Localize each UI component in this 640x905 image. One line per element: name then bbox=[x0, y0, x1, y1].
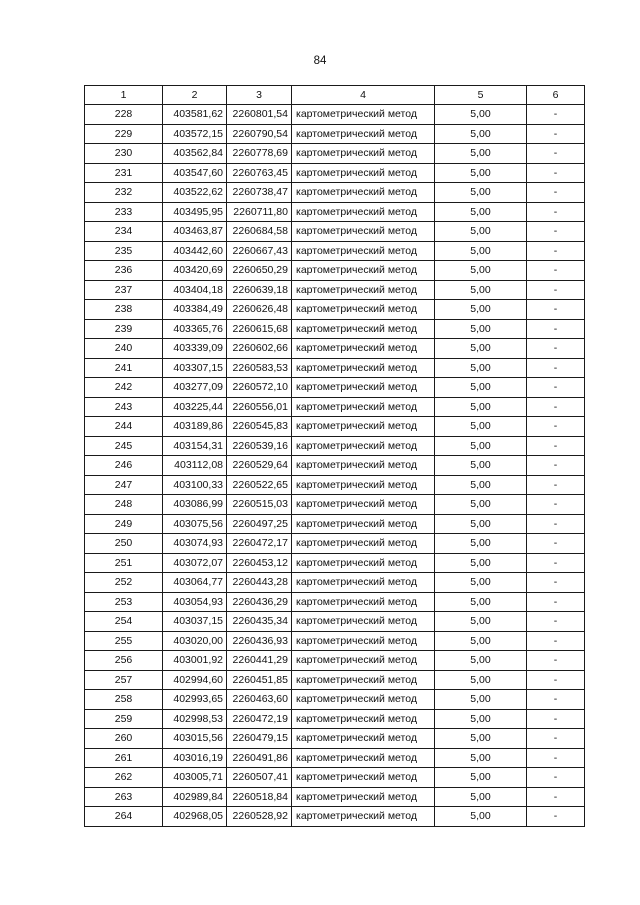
cell-accuracy: 5,00 bbox=[435, 300, 527, 320]
header-col-4: 4 bbox=[292, 86, 435, 105]
cell-accuracy: 5,00 bbox=[435, 573, 527, 593]
cell-method: картометрический метод bbox=[292, 241, 435, 261]
cell-point-number: 235 bbox=[85, 241, 163, 261]
table-row bbox=[85, 573, 585, 593]
cell-coord-x: 403015,56 bbox=[163, 729, 227, 749]
table-row bbox=[85, 163, 585, 183]
cell-accuracy: 5,00 bbox=[435, 514, 527, 534]
cell-note: - bbox=[527, 534, 585, 554]
cell-note: - bbox=[527, 690, 585, 710]
cell-note: - bbox=[527, 514, 585, 534]
cell-point-number: 259 bbox=[85, 709, 163, 729]
cell-coord-x: 403339,09 bbox=[163, 339, 227, 359]
cell-accuracy: 5,00 bbox=[435, 631, 527, 651]
cell-coord-y: 2260463,60 bbox=[227, 690, 292, 710]
table-row bbox=[85, 261, 585, 281]
cell-accuracy: 5,00 bbox=[435, 651, 527, 671]
cell-coord-y: 2260443,28 bbox=[227, 573, 292, 593]
table-row bbox=[85, 495, 585, 515]
cell-point-number: 233 bbox=[85, 202, 163, 222]
cell-coord-y: 2260556,01 bbox=[227, 397, 292, 417]
cell-method: картометрический метод bbox=[292, 475, 435, 495]
cell-method: картометрический метод bbox=[292, 202, 435, 222]
cell-coord-x: 403420,69 bbox=[163, 261, 227, 281]
cell-coord-x: 402998,53 bbox=[163, 709, 227, 729]
cell-note: - bbox=[527, 592, 585, 612]
cell-note: - bbox=[527, 261, 585, 281]
cell-method: картометрический метод bbox=[292, 534, 435, 554]
cell-coord-y: 2260436,29 bbox=[227, 592, 292, 612]
cell-accuracy: 5,00 bbox=[435, 144, 527, 164]
cell-note: - bbox=[527, 787, 585, 807]
cell-accuracy: 5,00 bbox=[435, 261, 527, 281]
cell-point-number: 252 bbox=[85, 573, 163, 593]
cell-accuracy: 5,00 bbox=[435, 553, 527, 573]
table-row bbox=[85, 339, 585, 359]
header-col-6: 6 bbox=[527, 86, 585, 105]
cell-coord-x: 403112,08 bbox=[163, 456, 227, 476]
table-row bbox=[85, 592, 585, 612]
table-row bbox=[85, 787, 585, 807]
cell-coord-y: 2260497,25 bbox=[227, 514, 292, 534]
cell-coord-x: 403522,62 bbox=[163, 183, 227, 203]
cell-method: картометрический метод bbox=[292, 631, 435, 651]
table-row bbox=[85, 144, 585, 164]
cell-method: картометрический метод bbox=[292, 553, 435, 573]
cell-method: картометрический метод bbox=[292, 592, 435, 612]
cell-note: - bbox=[527, 670, 585, 690]
cell-coord-y: 2260801,54 bbox=[227, 105, 292, 125]
table-row bbox=[85, 514, 585, 534]
cell-method: картометрический метод bbox=[292, 709, 435, 729]
cell-coord-x: 403154,31 bbox=[163, 436, 227, 456]
cell-coord-y: 2260711,80 bbox=[227, 202, 292, 222]
cell-note: - bbox=[527, 124, 585, 144]
table-row bbox=[85, 729, 585, 749]
table-row bbox=[85, 651, 585, 671]
cell-coord-x: 403074,93 bbox=[163, 534, 227, 554]
cell-note: - bbox=[527, 475, 585, 495]
cell-accuracy: 5,00 bbox=[435, 319, 527, 339]
cell-coord-y: 2260472,19 bbox=[227, 709, 292, 729]
cell-note: - bbox=[527, 144, 585, 164]
cell-point-number: 251 bbox=[85, 553, 163, 573]
cell-accuracy: 5,00 bbox=[435, 124, 527, 144]
cell-point-number: 253 bbox=[85, 592, 163, 612]
cell-note: - bbox=[527, 280, 585, 300]
cell-coord-x: 403581,62 bbox=[163, 105, 227, 125]
cell-note: - bbox=[527, 222, 585, 242]
cell-note: - bbox=[527, 319, 585, 339]
table-row bbox=[85, 670, 585, 690]
cell-accuracy: 5,00 bbox=[435, 748, 527, 768]
cell-point-number: 255 bbox=[85, 631, 163, 651]
cell-coord-x: 403562,84 bbox=[163, 144, 227, 164]
cell-point-number: 238 bbox=[85, 300, 163, 320]
cell-coord-x: 403001,92 bbox=[163, 651, 227, 671]
cell-point-number: 263 bbox=[85, 787, 163, 807]
cell-point-number: 247 bbox=[85, 475, 163, 495]
table-row bbox=[85, 553, 585, 573]
cell-coord-y: 2260515,03 bbox=[227, 495, 292, 515]
cell-coord-y: 2260583,53 bbox=[227, 358, 292, 378]
cell-note: - bbox=[527, 631, 585, 651]
table-row bbox=[85, 709, 585, 729]
table-row bbox=[85, 612, 585, 632]
cell-coord-x: 403463,87 bbox=[163, 222, 227, 242]
cell-coord-y: 2260778,69 bbox=[227, 144, 292, 164]
cell-note: - bbox=[527, 358, 585, 378]
cell-point-number: 261 bbox=[85, 748, 163, 768]
cell-method: картометрический метод bbox=[292, 690, 435, 710]
cell-accuracy: 5,00 bbox=[435, 417, 527, 437]
cell-coord-x: 403572,15 bbox=[163, 124, 227, 144]
cell-accuracy: 5,00 bbox=[435, 280, 527, 300]
cell-coord-x: 403189,86 bbox=[163, 417, 227, 437]
cell-coord-x: 402989,84 bbox=[163, 787, 227, 807]
table-body bbox=[85, 105, 585, 827]
cell-method: картометрический метод bbox=[292, 417, 435, 437]
cell-note: - bbox=[527, 768, 585, 788]
cell-method: картометрический метод bbox=[292, 768, 435, 788]
cell-coord-x: 402993,65 bbox=[163, 690, 227, 710]
cell-point-number: 258 bbox=[85, 690, 163, 710]
cell-point-number: 234 bbox=[85, 222, 163, 242]
header-col-1: 1 bbox=[85, 86, 163, 105]
cell-point-number: 232 bbox=[85, 183, 163, 203]
cell-accuracy: 5,00 bbox=[435, 592, 527, 612]
cell-coord-y: 2260451,85 bbox=[227, 670, 292, 690]
cell-method: картометрический метод bbox=[292, 300, 435, 320]
cell-coord-y: 2260738,47 bbox=[227, 183, 292, 203]
cell-note: - bbox=[527, 436, 585, 456]
table-row bbox=[85, 397, 585, 417]
cell-point-number: 264 bbox=[85, 807, 163, 827]
cell-coord-x: 403064,77 bbox=[163, 573, 227, 593]
cell-coord-y: 2260763,45 bbox=[227, 163, 292, 183]
header-col-3: 3 bbox=[227, 86, 292, 105]
cell-accuracy: 5,00 bbox=[435, 807, 527, 827]
cell-coord-y: 2260435,34 bbox=[227, 612, 292, 632]
cell-note: - bbox=[527, 339, 585, 359]
cell-coord-y: 2260545,83 bbox=[227, 417, 292, 437]
cell-note: - bbox=[527, 456, 585, 476]
cell-method: картометрический метод bbox=[292, 183, 435, 203]
cell-point-number: 248 bbox=[85, 495, 163, 515]
cell-accuracy: 5,00 bbox=[435, 105, 527, 125]
cell-coord-y: 2260479,15 bbox=[227, 729, 292, 749]
cell-coord-y: 2260453,12 bbox=[227, 553, 292, 573]
header-col-2: 2 bbox=[163, 86, 227, 105]
cell-coord-x: 403404,18 bbox=[163, 280, 227, 300]
cell-coord-x: 403307,15 bbox=[163, 358, 227, 378]
cell-point-number: 256 bbox=[85, 651, 163, 671]
table-row bbox=[85, 807, 585, 827]
cell-accuracy: 5,00 bbox=[435, 690, 527, 710]
cell-coord-x: 403547,60 bbox=[163, 163, 227, 183]
table-row bbox=[85, 222, 585, 242]
cell-method: картометрический метод bbox=[292, 807, 435, 827]
cell-accuracy: 5,00 bbox=[435, 456, 527, 476]
cell-note: - bbox=[527, 651, 585, 671]
cell-coord-x: 402994,60 bbox=[163, 670, 227, 690]
cell-coord-x: 402968,05 bbox=[163, 807, 227, 827]
cell-coord-y: 2260518,84 bbox=[227, 787, 292, 807]
cell-coord-y: 2260790,54 bbox=[227, 124, 292, 144]
cell-point-number: 237 bbox=[85, 280, 163, 300]
cell-accuracy: 5,00 bbox=[435, 787, 527, 807]
table-row bbox=[85, 202, 585, 222]
table-row bbox=[85, 690, 585, 710]
cell-coord-y: 2260491,86 bbox=[227, 748, 292, 768]
cell-accuracy: 5,00 bbox=[435, 358, 527, 378]
table-row bbox=[85, 768, 585, 788]
cell-note: - bbox=[527, 241, 585, 261]
cell-coord-x: 403072,07 bbox=[163, 553, 227, 573]
cell-coord-x: 403005,71 bbox=[163, 768, 227, 788]
table-row bbox=[85, 358, 585, 378]
cell-point-number: 236 bbox=[85, 261, 163, 281]
cell-point-number: 250 bbox=[85, 534, 163, 554]
cell-method: картометрический метод bbox=[292, 651, 435, 671]
cell-point-number: 257 bbox=[85, 670, 163, 690]
cell-note: - bbox=[527, 378, 585, 398]
cell-coord-x: 403054,93 bbox=[163, 592, 227, 612]
cell-point-number: 245 bbox=[85, 436, 163, 456]
coordinates-table bbox=[84, 85, 585, 827]
table-header bbox=[85, 86, 585, 105]
cell-method: картометрический метод bbox=[292, 436, 435, 456]
cell-method: картометрический метод bbox=[292, 163, 435, 183]
cell-point-number: 240 bbox=[85, 339, 163, 359]
cell-accuracy: 5,00 bbox=[435, 397, 527, 417]
cell-method: картометрический метод bbox=[292, 748, 435, 768]
header-row bbox=[85, 86, 585, 105]
cell-coord-x: 403075,56 bbox=[163, 514, 227, 534]
cell-method: картометрический метод bbox=[292, 573, 435, 593]
table-row bbox=[85, 378, 585, 398]
cell-accuracy: 5,00 bbox=[435, 183, 527, 203]
cell-method: картометрический метод bbox=[292, 105, 435, 125]
cell-accuracy: 5,00 bbox=[435, 670, 527, 690]
cell-method: картометрический метод bbox=[292, 358, 435, 378]
cell-point-number: 249 bbox=[85, 514, 163, 534]
cell-method: картометрический метод bbox=[292, 729, 435, 749]
cell-method: картометрический метод bbox=[292, 124, 435, 144]
cell-accuracy: 5,00 bbox=[435, 222, 527, 242]
table-row bbox=[85, 300, 585, 320]
cell-accuracy: 5,00 bbox=[435, 475, 527, 495]
cell-point-number: 246 bbox=[85, 456, 163, 476]
table-row bbox=[85, 436, 585, 456]
cell-method: картометрический метод bbox=[292, 319, 435, 339]
cell-coord-y: 2260528,92 bbox=[227, 807, 292, 827]
cell-accuracy: 5,00 bbox=[435, 163, 527, 183]
table-row bbox=[85, 124, 585, 144]
page-number: 84 bbox=[313, 55, 327, 67]
cell-method: картометрический метод bbox=[292, 456, 435, 476]
cell-accuracy: 5,00 bbox=[435, 729, 527, 749]
cell-note: - bbox=[527, 553, 585, 573]
cell-coord-x: 403277,09 bbox=[163, 378, 227, 398]
cell-accuracy: 5,00 bbox=[435, 378, 527, 398]
cell-coord-y: 2260572,10 bbox=[227, 378, 292, 398]
cell-accuracy: 5,00 bbox=[435, 709, 527, 729]
cell-coord-y: 2260441,29 bbox=[227, 651, 292, 671]
cell-point-number: 254 bbox=[85, 612, 163, 632]
table-row bbox=[85, 456, 585, 476]
cell-point-number: 239 bbox=[85, 319, 163, 339]
cell-coord-x: 403100,33 bbox=[163, 475, 227, 495]
cell-note: - bbox=[527, 397, 585, 417]
cell-note: - bbox=[527, 183, 585, 203]
cell-method: картометрический метод bbox=[292, 144, 435, 164]
cell-coord-y: 2260539,16 bbox=[227, 436, 292, 456]
table-row bbox=[85, 475, 585, 495]
cell-accuracy: 5,00 bbox=[435, 612, 527, 632]
cell-note: - bbox=[527, 105, 585, 125]
cell-point-number: 230 bbox=[85, 144, 163, 164]
cell-coord-y: 2260522,65 bbox=[227, 475, 292, 495]
cell-point-number: 260 bbox=[85, 729, 163, 749]
cell-coord-y: 2260684,58 bbox=[227, 222, 292, 242]
cell-coord-y: 2260639,18 bbox=[227, 280, 292, 300]
cell-coord-y: 2260615,68 bbox=[227, 319, 292, 339]
cell-coord-x: 403495,95 bbox=[163, 202, 227, 222]
cell-coord-y: 2260529,64 bbox=[227, 456, 292, 476]
cell-note: - bbox=[527, 748, 585, 768]
table-row bbox=[85, 241, 585, 261]
cell-method: картометрический метод bbox=[292, 397, 435, 417]
table-row bbox=[85, 319, 585, 339]
cell-coord-y: 2260507,41 bbox=[227, 768, 292, 788]
cell-note: - bbox=[527, 612, 585, 632]
cell-coord-x: 403086,99 bbox=[163, 495, 227, 515]
cell-note: - bbox=[527, 709, 585, 729]
cell-point-number: 228 bbox=[85, 105, 163, 125]
cell-point-number: 241 bbox=[85, 358, 163, 378]
table-row bbox=[85, 417, 585, 437]
cell-coord-x: 403442,60 bbox=[163, 241, 227, 261]
cell-method: картометрический метод bbox=[292, 280, 435, 300]
cell-note: - bbox=[527, 573, 585, 593]
cell-point-number: 262 bbox=[85, 768, 163, 788]
table-row bbox=[85, 183, 585, 203]
cell-method: картометрический метод bbox=[292, 495, 435, 515]
cell-method: картометрический метод bbox=[292, 222, 435, 242]
cell-accuracy: 5,00 bbox=[435, 534, 527, 554]
cell-coord-x: 403225,44 bbox=[163, 397, 227, 417]
cell-accuracy: 5,00 bbox=[435, 436, 527, 456]
cell-method: картометрический метод bbox=[292, 612, 435, 632]
table-row bbox=[85, 105, 585, 125]
cell-accuracy: 5,00 bbox=[435, 241, 527, 261]
cell-note: - bbox=[527, 417, 585, 437]
table-row bbox=[85, 280, 585, 300]
cell-note: - bbox=[527, 300, 585, 320]
cell-note: - bbox=[527, 202, 585, 222]
cell-method: картометрический метод bbox=[292, 261, 435, 281]
cell-note: - bbox=[527, 163, 585, 183]
cell-accuracy: 5,00 bbox=[435, 495, 527, 515]
cell-method: картометрический метод bbox=[292, 339, 435, 359]
table-row bbox=[85, 631, 585, 651]
cell-method: картометрический метод bbox=[292, 670, 435, 690]
cell-note: - bbox=[527, 495, 585, 515]
cell-point-number: 244 bbox=[85, 417, 163, 437]
table-row bbox=[85, 534, 585, 554]
header-col-5: 5 bbox=[435, 86, 527, 105]
cell-coord-y: 2260667,43 bbox=[227, 241, 292, 261]
cell-point-number: 229 bbox=[85, 124, 163, 144]
cell-accuracy: 5,00 bbox=[435, 768, 527, 788]
cell-accuracy: 5,00 bbox=[435, 339, 527, 359]
cell-note: - bbox=[527, 729, 585, 749]
cell-point-number: 243 bbox=[85, 397, 163, 417]
cell-coord-y: 2260650,29 bbox=[227, 261, 292, 281]
cell-coord-x: 403384,49 bbox=[163, 300, 227, 320]
cell-coord-x: 403365,76 bbox=[163, 319, 227, 339]
cell-method: картометрический метод bbox=[292, 378, 435, 398]
cell-coord-y: 2260436,93 bbox=[227, 631, 292, 651]
cell-accuracy: 5,00 bbox=[435, 202, 527, 222]
cell-coord-y: 2260602,66 bbox=[227, 339, 292, 359]
cell-method: картометрический метод bbox=[292, 787, 435, 807]
cell-point-number: 231 bbox=[85, 163, 163, 183]
cell-point-number: 242 bbox=[85, 378, 163, 398]
cell-method: картометрический метод bbox=[292, 514, 435, 534]
table-row bbox=[85, 748, 585, 768]
cell-note: - bbox=[527, 807, 585, 827]
cell-coord-x: 403020,00 bbox=[163, 631, 227, 651]
cell-coord-x: 403037,15 bbox=[163, 612, 227, 632]
cell-coord-y: 2260472,17 bbox=[227, 534, 292, 554]
cell-coord-x: 403016,19 bbox=[163, 748, 227, 768]
cell-coord-y: 2260626,48 bbox=[227, 300, 292, 320]
